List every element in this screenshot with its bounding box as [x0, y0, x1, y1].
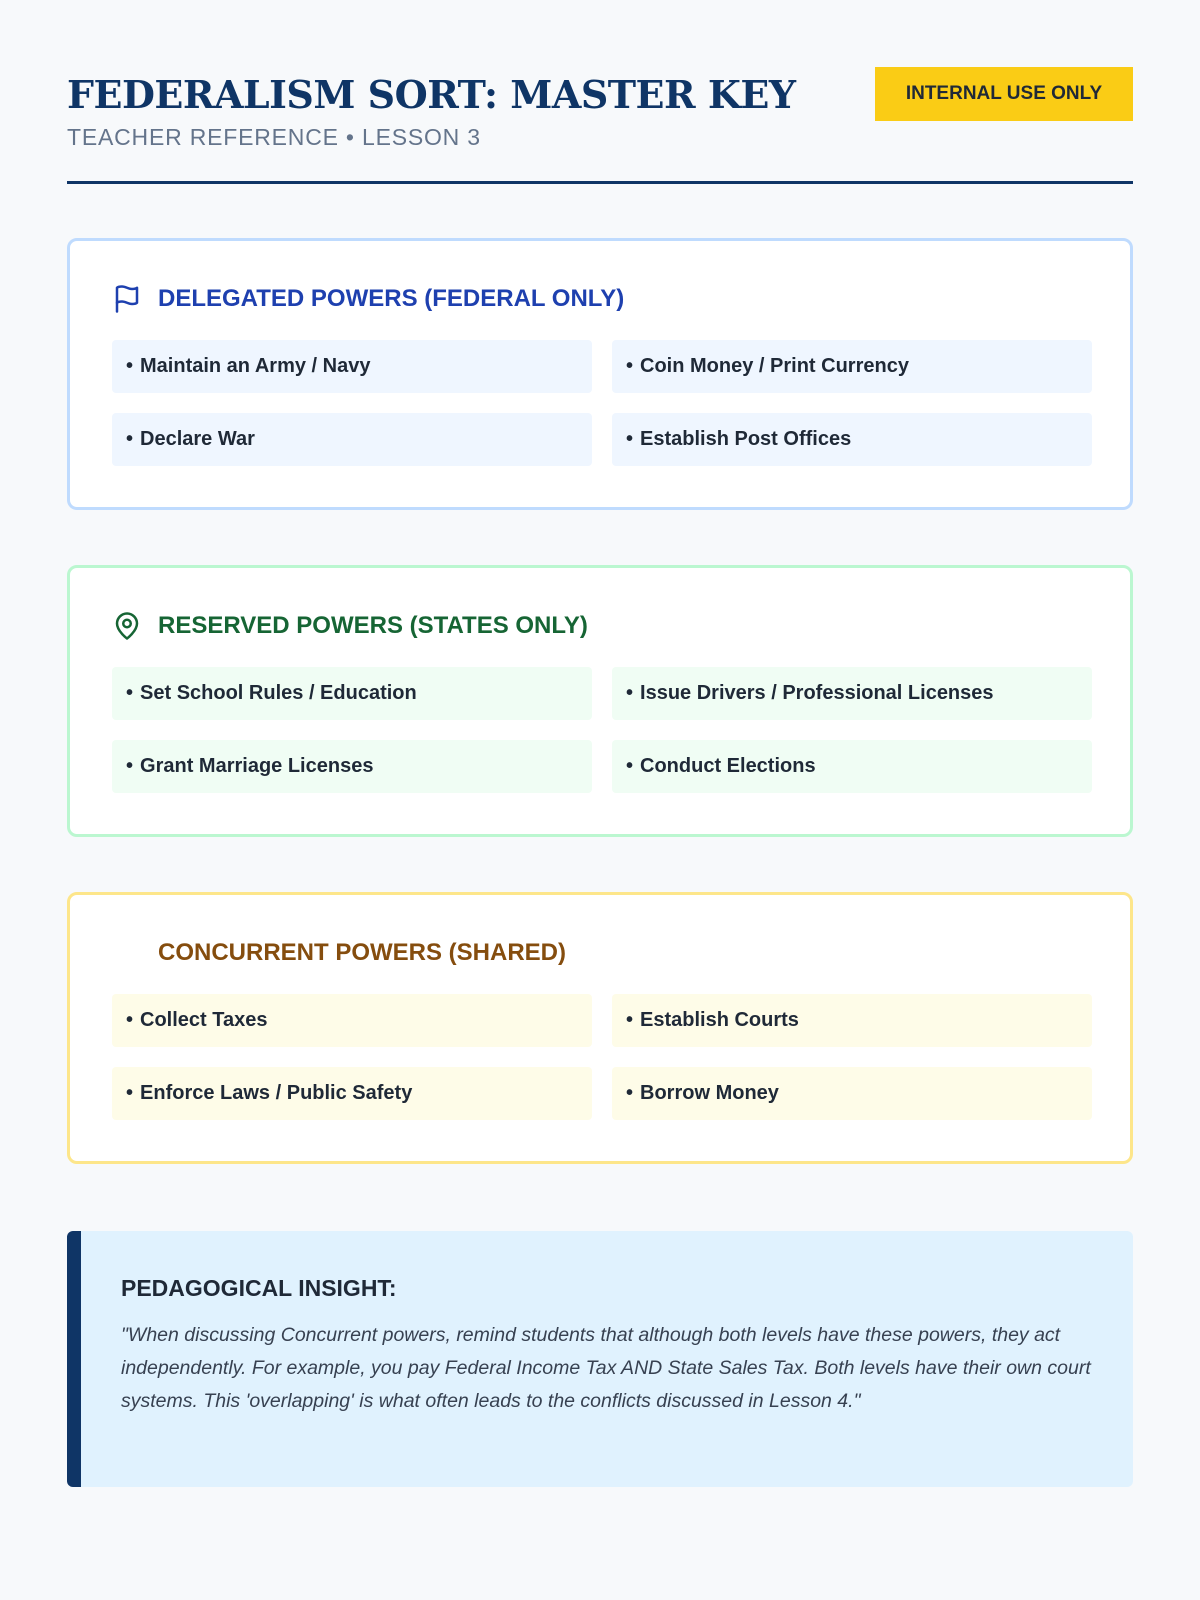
map-pin-icon [112, 610, 142, 642]
power-item: • Establish Courts [612, 994, 1092, 1047]
concurrent-powers-section [67, 892, 1133, 1164]
power-item-label: Collect Taxes [140, 1009, 268, 1031]
power-item-label: Conduct Elections [640, 755, 816, 777]
power-item-label: Borrow Money [640, 1082, 779, 1104]
power-item-label: Issue Drivers / Professional Licenses [640, 682, 994, 704]
power-item: • Set School Rules / Education [112, 667, 592, 720]
section-title: RESERVED POWERS (STATES ONLY) [158, 612, 588, 639]
delegated-powers-section [67, 238, 1133, 510]
power-item-label: Establish Post Offices [640, 428, 852, 450]
power-item-label: Maintain an Army / Navy [140, 355, 371, 377]
power-item-label: Enforce Laws / Public Safety [140, 1082, 413, 1104]
power-item: • Maintain an Army / Navy [112, 340, 592, 393]
page-title: FEDERALISM SORT: MASTER KEY [67, 72, 796, 117]
page [67, 0, 1133, 1412]
page-subtitle: TEACHER REFERENCE • LESSON 3 [67, 124, 481, 150]
section-title: CONCURRENT POWERS (SHARED) [158, 939, 566, 966]
power-item-label: Set School Rules / Education [140, 682, 417, 704]
section-title: DELEGATED POWERS (FEDERAL ONLY) [158, 285, 625, 312]
insight-body: "When discussing Concurrent powers, remind students that although both levels have these powers, they act independently. For example, you pay Federal Income Tax AND State Sales Tax. Both levels have their own court systems. This 'overlapping' is what often leads to the conflicts discussed in Lesson 4." [121, 1324, 1091, 1412]
power-item: • Coin Money / Print Currency [612, 340, 1092, 393]
section-header [112, 935, 566, 971]
power-item-label: Coin Money / Print Currency [640, 355, 909, 377]
power-item: • Grant Marriage Licenses [112, 740, 592, 793]
power-item-label: Establish Courts [640, 1009, 799, 1031]
power-item: • Conduct Elections [612, 740, 1092, 793]
power-item-label: Declare War [140, 428, 255, 450]
page-header [67, 0, 1133, 184]
pedagogical-insight-callout [67, 1231, 1133, 1487]
power-item: • Declare War [112, 413, 592, 466]
power-item: • Collect Taxes [112, 994, 592, 1047]
internal-use-badge: INTERNAL USE ONLY [875, 67, 1133, 121]
power-item: • Establish Post Offices [612, 413, 1092, 466]
blank-icon-placeholder [112, 937, 142, 969]
power-item: • Enforce Laws / Public Safety [112, 1067, 592, 1120]
section-header [112, 608, 588, 644]
power-item: • Borrow Money [612, 1067, 1092, 1120]
power-item: • Issue Drivers / Professional Licenses [612, 667, 1092, 720]
insight-title: PEDAGOGICAL INSIGHT: [121, 1275, 397, 1301]
reserved-powers-section [67, 565, 1133, 837]
power-item-label: Grant Marriage Licenses [140, 755, 374, 777]
section-header [112, 281, 624, 317]
flag-icon [112, 283, 142, 315]
